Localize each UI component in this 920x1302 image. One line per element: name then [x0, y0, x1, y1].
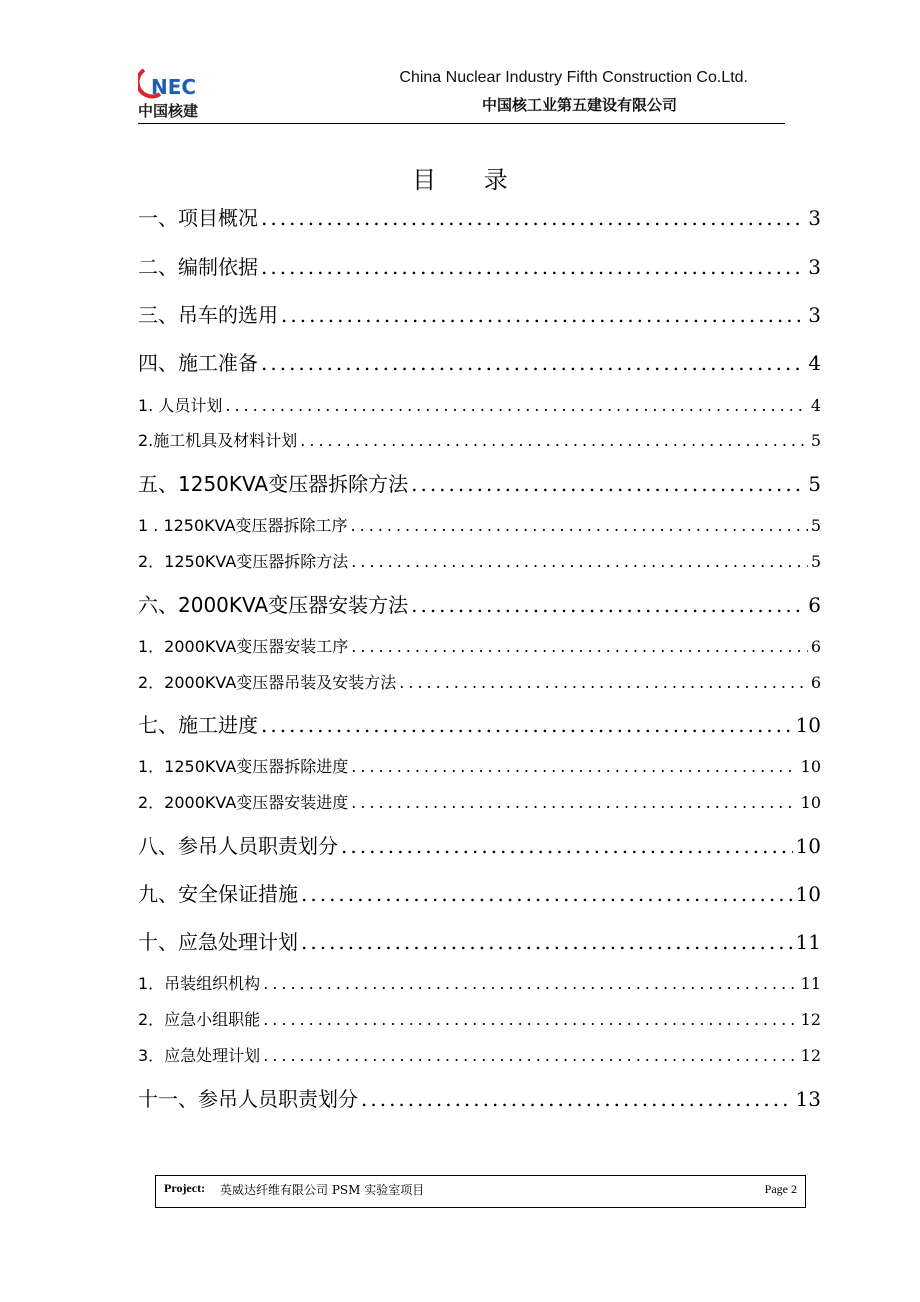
toc-entry[interactable]	[138, 878, 821, 907]
toc-entry[interactable]	[138, 1007, 821, 1030]
toc-leader	[411, 472, 805, 496]
toc-entry-page: 10	[795, 834, 821, 858]
toc-entry-label: 九、安全保证措施	[138, 882, 298, 906]
toc-entry[interactable]	[138, 347, 821, 376]
toc-entry-page: 6	[808, 593, 821, 617]
toc-entry-page: 3	[808, 303, 821, 327]
toc-leader	[351, 793, 797, 812]
toc-entry-label: 2．2000KVA变压器安装进度	[138, 793, 349, 812]
logo-text: 中国核建	[138, 102, 199, 120]
toc-entry[interactable]	[138, 513, 821, 536]
toc-leader	[351, 637, 808, 656]
toc-entry-page: 12	[800, 1046, 821, 1065]
company-name-cn: 中国核工业第五建设有限公司	[481, 96, 677, 114]
toc-entry[interactable]	[138, 754, 821, 777]
footer-project-label: Project:	[164, 1181, 206, 1195]
toc-entry[interactable]	[138, 926, 821, 955]
toc-entry-page: 3	[808, 206, 821, 230]
toc-entry-label: 十、应急处理计划	[138, 930, 298, 954]
footer-page-number: Page 2	[764, 1182, 797, 1196]
toc-entry[interactable]	[138, 589, 821, 618]
toc-leader	[361, 1087, 793, 1111]
toc-entry-page: 6	[810, 637, 821, 656]
toc-entry[interactable]	[138, 202, 821, 231]
toc-entry[interactable]	[138, 549, 821, 572]
footer-project-name: 英威达纤维有限公司 PSM 实验室项目	[220, 1183, 425, 1197]
toc-entry-label: 3．应急处理计划	[138, 1046, 261, 1065]
company-logo	[138, 64, 210, 122]
toc-entry[interactable]	[138, 393, 821, 416]
toc-entry-label: 三、吊车的选用	[138, 303, 278, 327]
toc-entry-label: 八、参吊人员职责划分	[138, 834, 338, 858]
toc-entry[interactable]	[138, 634, 821, 657]
toc-entry-page: 5	[810, 516, 821, 535]
toc-entry-page: 10	[800, 757, 821, 776]
toc-entry-label: 十一、参吊人员职责划分	[138, 1087, 358, 1111]
toc-entry-label: 1 . 1250KVA变压器拆除工序	[138, 516, 348, 535]
toc-entry-page: 13	[795, 1087, 821, 1111]
toc-entry-label: 2．应急小组职能	[138, 1010, 261, 1029]
toc-leader	[261, 206, 805, 230]
logo-mark-text: NEC	[151, 75, 197, 99]
toc-entry[interactable]	[138, 299, 821, 328]
toc-entry[interactable]	[138, 251, 821, 280]
page-footer	[155, 1175, 806, 1208]
toc-entry-page: 5	[808, 472, 821, 496]
toc-leader	[261, 351, 805, 375]
toc-entry[interactable]	[138, 1083, 821, 1112]
header-divider	[138, 123, 785, 124]
toc-leader	[300, 431, 808, 450]
company-name-en: China Nuclear Industry Fifth Construction Co.Ltd.	[399, 69, 748, 86]
toc-entry-label: 七、施工进度	[138, 713, 258, 737]
toc-leader	[281, 303, 805, 327]
toc-title: 目 录	[412, 166, 528, 194]
toc-entry-page: 10	[800, 793, 821, 812]
toc-entry-label: 1．2000KVA变压器安装工序	[138, 637, 349, 656]
toc-leader	[399, 673, 808, 692]
toc-leader	[341, 834, 793, 858]
toc-entry-label: 1．吊装组织机构	[138, 974, 261, 993]
toc-entry-page: 11	[795, 930, 821, 954]
nec-logo-mark	[138, 64, 198, 100]
toc-entry[interactable]	[138, 670, 821, 693]
toc-entry[interactable]	[138, 790, 821, 813]
toc-entry-label: 四、施工准备	[138, 351, 258, 375]
toc-leader	[301, 930, 793, 954]
toc-entry-page: 12	[800, 1010, 821, 1029]
toc-leader	[351, 757, 797, 776]
toc-leader	[261, 713, 793, 737]
toc-entry[interactable]	[138, 468, 821, 497]
toc-entry-page: 4	[810, 396, 821, 415]
toc-entry-page: 10	[795, 713, 821, 737]
toc-entry-page: 5	[810, 552, 821, 571]
toc-leader	[351, 516, 808, 535]
toc-entry-page: 6	[810, 673, 821, 692]
toc-leader	[225, 396, 807, 415]
toc-leader	[411, 593, 805, 617]
toc-entry[interactable]	[138, 830, 821, 859]
toc-entry-page: 10	[795, 882, 821, 906]
toc-entry-label: 一、项目概况	[138, 206, 258, 230]
toc-leader	[263, 1046, 797, 1065]
toc-leader	[301, 882, 793, 906]
toc-entry-label: 2．1250KVA变压器拆除方法	[138, 552, 349, 571]
toc-entry[interactable]	[138, 1043, 821, 1066]
toc-entry-label: 二、编制依据	[138, 255, 258, 279]
toc-entry-label: 1．1250KVA变压器拆除进度	[138, 757, 349, 776]
toc-entry-page: 11	[800, 974, 821, 993]
toc-entry[interactable]	[138, 709, 821, 738]
toc-entry-label: 2．2000KVA变压器吊装及安装方法	[138, 673, 397, 692]
toc-leader	[261, 255, 805, 279]
toc-entry[interactable]	[138, 971, 821, 994]
toc-entry-page: 3	[808, 255, 821, 279]
toc-entry[interactable]	[138, 428, 821, 451]
toc-leader	[263, 1010, 797, 1029]
toc-entry-label: 2.施工机具及材料计划	[138, 431, 298, 450]
toc-leader	[263, 974, 797, 993]
toc-entry-label: 五、1250KVA变压器拆除方法	[138, 472, 409, 496]
toc-entry-label: 六、2000KVA变压器安装方法	[138, 593, 409, 617]
toc-entry-page: 4	[808, 351, 821, 375]
toc-entry-label: 1. 人员计划	[138, 396, 223, 415]
toc-entry-page: 5	[810, 431, 821, 450]
toc-leader	[351, 552, 808, 571]
